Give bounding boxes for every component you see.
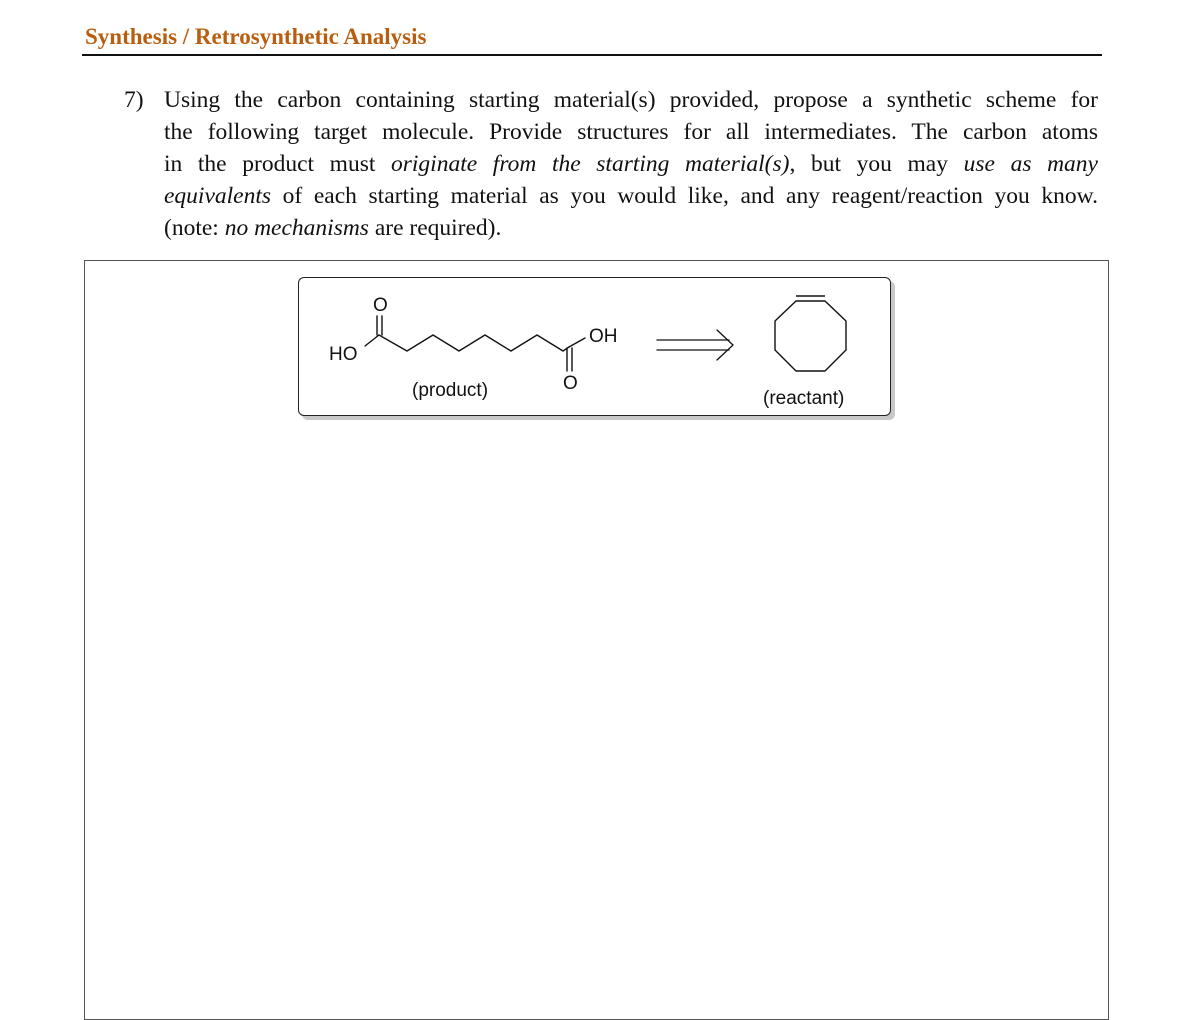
atom-label-o-top: O (373, 295, 388, 316)
question-emphasis: no mechanisms (224, 215, 369, 241)
question-emphasis: use as many (963, 151, 1098, 177)
question-line (164, 212, 1098, 244)
cyclooctene-ring (775, 301, 846, 371)
question-segment: , but you may (789, 151, 964, 177)
question-emphasis: equivalents (164, 183, 272, 209)
section-heading: Synthesis / Retrosynthetic Analysis (85, 24, 427, 49)
question-line (164, 116, 1098, 148)
scheme-drawing (299, 278, 892, 417)
question-segment: are required). (368, 215, 502, 241)
question-line (164, 148, 1098, 180)
atom-label-oh: OH (589, 326, 618, 347)
bond-ho-c1 (365, 335, 379, 346)
question-line (164, 84, 1098, 116)
bond-c-oh (569, 338, 585, 347)
question-text (164, 84, 1098, 244)
question-emphasis: originate from the starting material(s) (391, 151, 790, 177)
scheme-panel (298, 277, 891, 416)
reactant-caption: (reactant) (763, 388, 845, 409)
retrosynthetic-arrow-icon (657, 330, 733, 360)
question-segment: the following target molecule. Provide structures for all intermediates. The carbon atoms (164, 119, 1098, 145)
atom-label-ho: HO (329, 344, 358, 365)
question-segment: (note: (164, 215, 225, 241)
question-number: 7) (124, 87, 144, 113)
heading-underline (82, 54, 1102, 56)
product-structure (365, 316, 585, 371)
cyclooctene-structure (775, 296, 846, 371)
question-segment: in the product must (164, 151, 391, 177)
question-segment: Using the carbon containing starting material(s) provided, propose a synthetic scheme for (164, 87, 1098, 113)
atom-label-o-bottom: O (563, 373, 578, 394)
question-line (164, 180, 1098, 212)
carbon-chain (379, 335, 569, 351)
question-segment: of each starting material as you would like, and any reagent/reaction you know. (271, 183, 1098, 209)
product-caption: (product) (412, 380, 489, 401)
